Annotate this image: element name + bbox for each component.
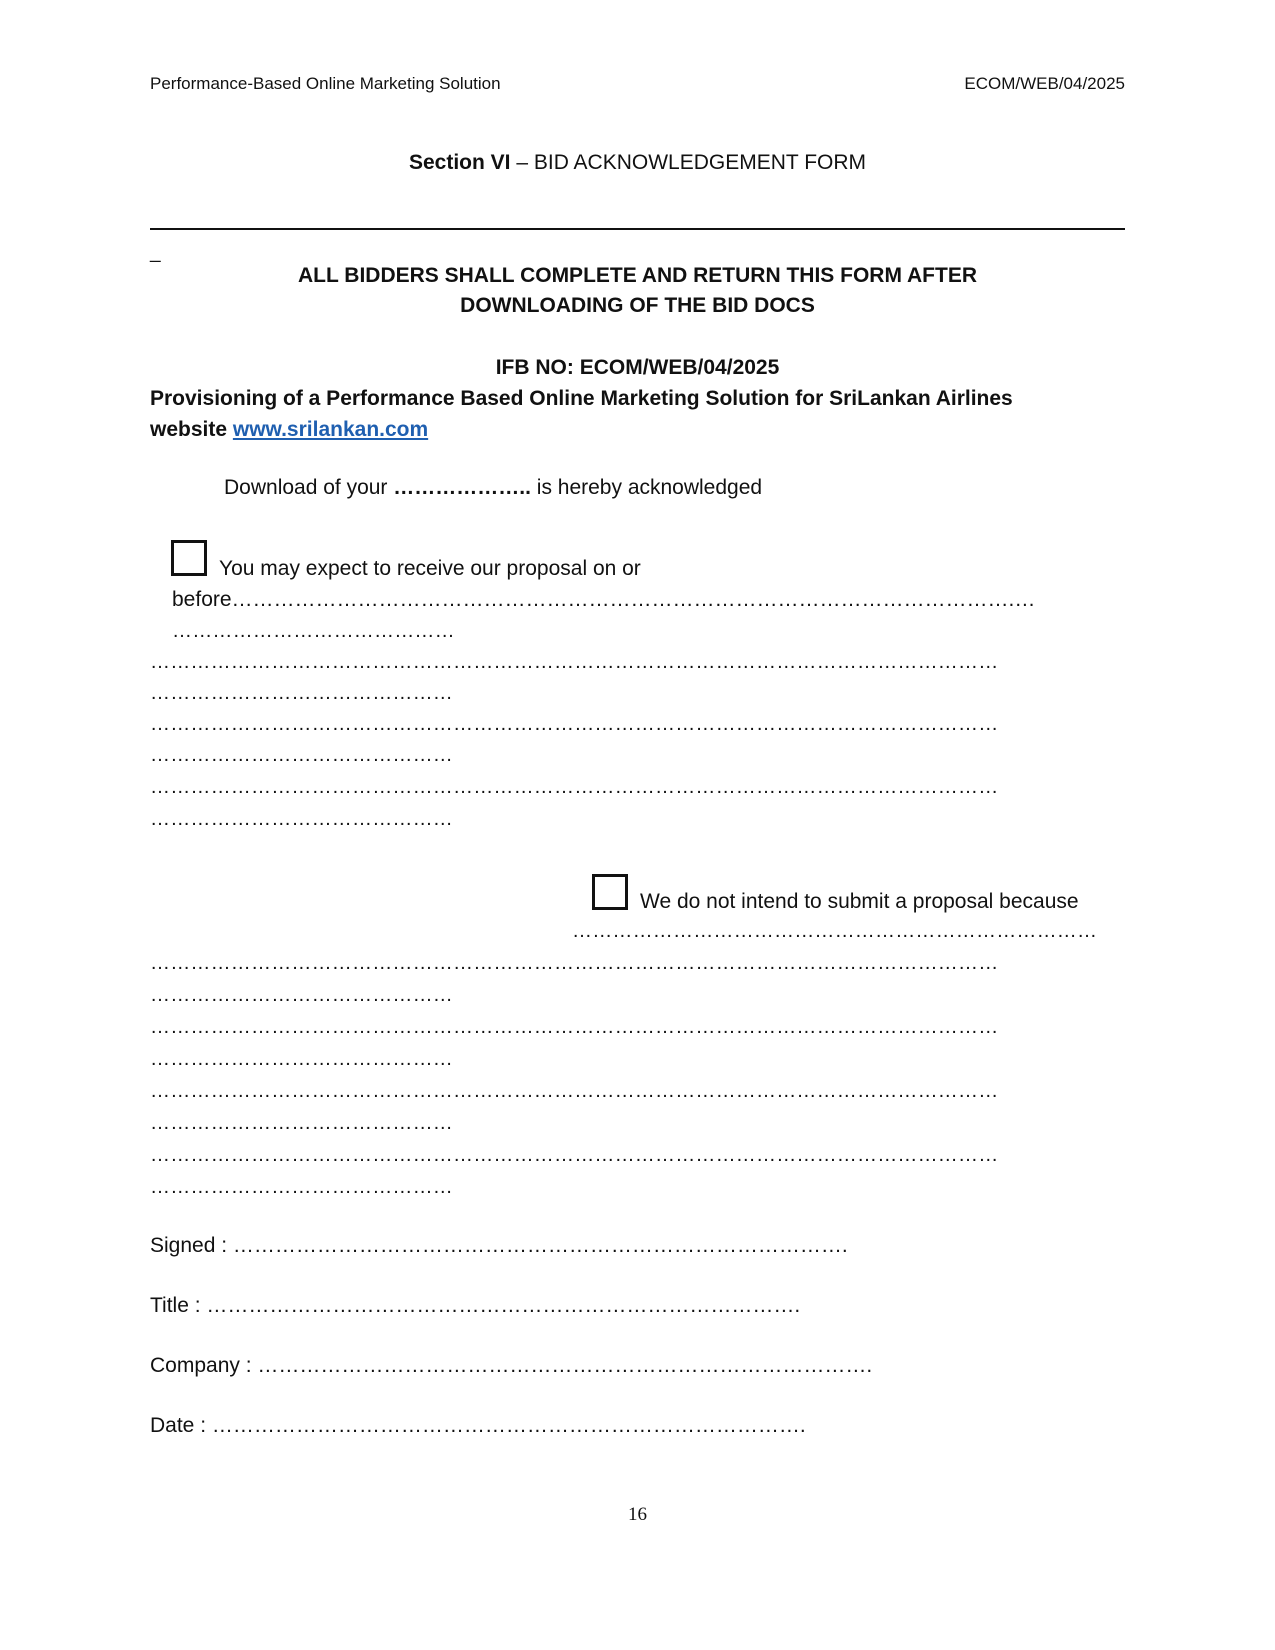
proposal-fill-line[interactable]: ……………………………………… [150,682,453,704]
rule-tail: _ [150,242,161,263]
proposal-checkbox-label: You may expect to receive our proposal on or [219,557,641,580]
no-proposal-fill-line[interactable]: ……………………………………… [150,1112,453,1134]
section-label: Section VI [408,151,511,174]
proposal-checkbox[interactable] [171,540,207,576]
company-field[interactable]: Company : ……………………………………………………………………………. [150,1354,873,1377]
project-title-prefix: website [150,418,233,441]
proposal-fill-line[interactable]: ……………………………………………………………………………………………………………… [150,651,999,673]
no-proposal-checkbox-label: We do not intend to submit a proposal because [640,890,1079,913]
ifb-number: IFB NO: ECOM/WEB/04/2025 [495,356,780,379]
no-proposal-fill-line[interactable]: ……………………………………… [150,1176,453,1198]
no-proposal-fill-line[interactable]: ……………………………………… [150,1048,453,1070]
ack-prefix: Download of your [224,476,394,499]
proposal-date-field[interactable]: before………………………………………………………………………………………………….… [172,588,1036,611]
title-field[interactable]: Title : …………………………………………………………………………. [150,1294,801,1317]
header-reference-number: ECOM/WEB/04/2025 [964,74,1125,93]
no-proposal-fill-line[interactable]: ……………………………………………………………………………………………………………… [150,952,999,974]
project-title-line-1: Provisioning of a Performance Based Online Marketing Solution for SriLankan Airlines [150,387,1013,410]
proposal-fill-line[interactable]: ……………………………………… [150,744,453,766]
proposal-fill-line[interactable]: ……………………………………………………………………………………………………………… [150,713,999,735]
signed-field[interactable]: Signed : ……………………………………………………………………………. [150,1234,848,1257]
website-link[interactable]: www.srilankan.com [232,418,429,441]
date-field[interactable]: Date : …………………………………………………………………………. [150,1414,806,1437]
horizontal-rule [150,228,1125,230]
notice-line-2: DOWNLOADING OF THE BID DOCS [460,294,815,317]
proposal-fill-line[interactable]: …………………………………… [172,620,455,642]
notice-line-1: ALL BIDDERS SHALL COMPLETE AND RETURN THIS FORM AFTER [298,264,977,287]
proposal-fill-line[interactable]: ……………………………………………………………………………………………………………… [150,776,999,798]
download-acknowledgement [224,476,762,500]
page-number: 16 [628,1504,647,1525]
section-name: – BID ACKNOWLEDGEMENT FORM [510,151,867,174]
proposal-fill-line[interactable]: ……………………………………… [150,808,453,830]
ack-suffix: is hereby acknowledged [530,476,763,499]
no-proposal-fill-line[interactable]: ……………………………………………………………………………………………………………… [150,1080,999,1102]
project-title-line-2 [150,418,428,442]
section-title [0,151,1275,175]
no-proposal-fill-line[interactable]: ……………………………………… [150,984,453,1006]
ack-blank-field[interactable]: ……………….. [393,476,531,499]
header-document-title: Performance-Based Online Marketing Solution [150,74,501,93]
no-proposal-reason-field[interactable]: …………………………………………………………………… [572,920,1098,942]
no-proposal-checkbox[interactable] [592,874,628,910]
no-proposal-fill-line[interactable]: ……………………………………………………………………………………………………………… [150,1144,999,1166]
no-proposal-fill-line[interactable]: ……………………………………………………………………………………………………………… [150,1016,999,1038]
